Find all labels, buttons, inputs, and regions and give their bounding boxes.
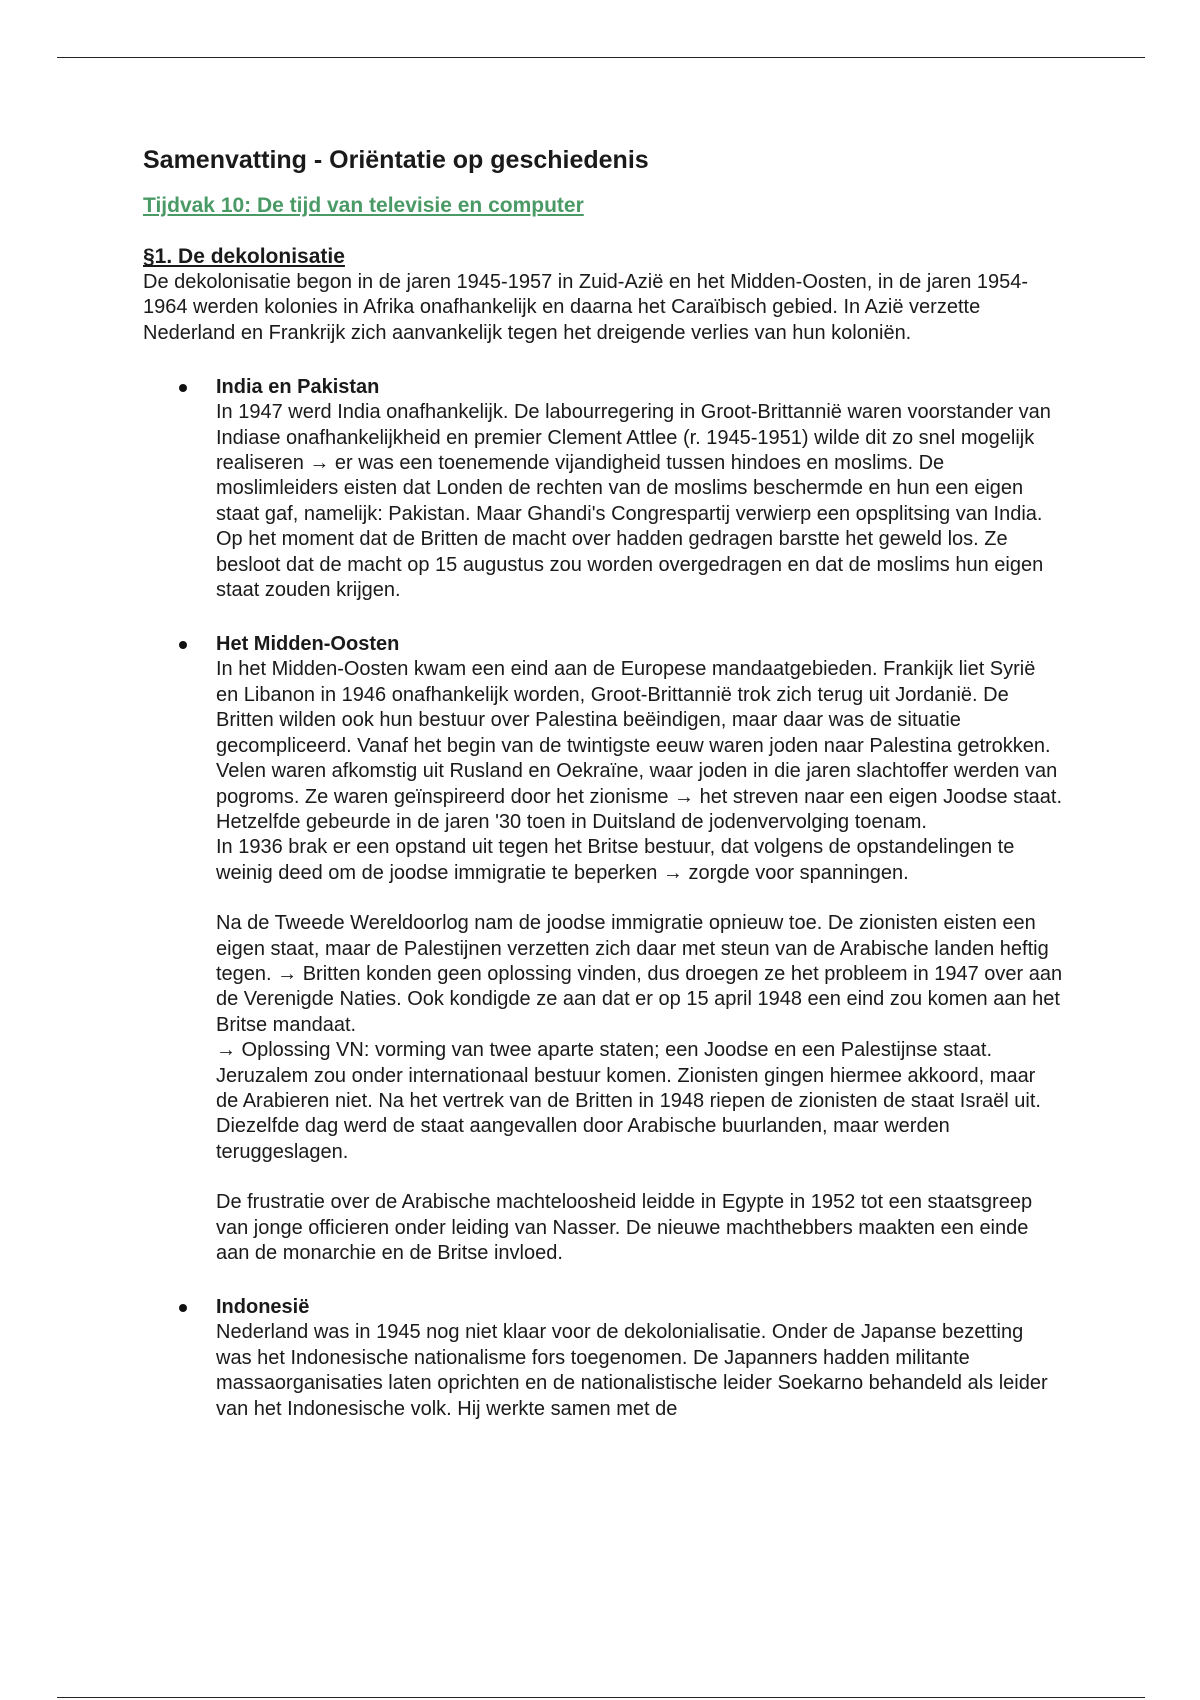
paragraph-gap [216,1165,1063,1190]
topic-paragraph: In 1936 brak er een opstand uit tegen het Britse bestuur, dat volgens de opstandelingen te weinig deed om de joodse immigratie te beperken → zorgde voor spanningen. [216,836,1015,884]
topic-indonesie [143,1294,1063,1422]
top-rule [57,57,1145,58]
topic-paragraph: In 1947 werd India onafhankelijk. De labourregering in Groot-Brittannië waren voorstander van Indiase onafhankelijkheid en premier Clement Attlee (r. 1945-1951) wilde dit zo snel mogelijk realiseren → er was een toenemende vijandigheid tussen hindoes en moslims. De moslimleiders eisten dat Londen de rechten van de moslims beschermde en hun een eigen staat gaf, namelijk: Pakistan. Maar Ghandi's Congrespartij verwierp een opsplitsing van India. Op het moment dat de Britten de macht over hadden gedragen barstte het geweld los. Ze besloot dat de macht op 15 augustus zou worden overgedragen en dat de moslims hun eigen staat zouden krijgen. [216,401,1051,602]
section-intro: De dekolonisatie begon in de jaren 1945-1957 in Zuid-Azië en het Midden-Oosten, in de jaren 1954-1964 werden kolonies in Afrika onafhankelijk en daarna het Caraïbisch gebied. In Azië verzette Nederland en Frankrijk zich aanvankelijk tegen het dreigende verlies van hun koloniën. [143,271,1029,344]
document-title: Samenvatting - Oriëntatie op geschiedenis [143,146,649,174]
topic-midden-oosten [143,631,1063,1266]
section-heading: §1. De dekolonisatie [143,245,345,268]
topic-title: India en Pakistan [216,376,380,399]
topic-paragraph: Nederland was in 1945 nog niet klaar voor de dekolonialisatie. Onder de Japanse bezetting was het Indonesische nationalisme fors toegenomen. De Japanners hadden militante massaorganisaties laten oprichten en de nationalistische leider Soekarno behandeld als leider van het Indonesische volk. Hij werkte samen met de [216,1321,1048,1420]
topic-paragraph: → Oplossing VN: vorming van twee aparte staten; een Joodse en een Palestijnse staat. Jeruzalem zou onder internationaal bestuur komen. Zionisten gingen hiermee akkoord, maar de Arabieren niet. Na het vertrek van de Britten in 1948 riepen de zionisten de staat Israël uit. Diezelfde dag werd de staat aangevallen door Arabische buurlanden, maar werden teruggeslagen. [216,1039,1041,1163]
topic-title: Indonesië [216,1296,310,1319]
bullet-icon [179,1304,187,1312]
bottom-rule [57,1697,1145,1698]
topic-title: Het Midden-Oosten [216,633,400,656]
topic-paragraph: Na de Tweede Wereldoorlog nam de joodse immigratie opnieuw toe. De zionisten eisten een eigen staat, maar de Palestijnen verzetten zich daar met steun van de Arabische landen heftig tegen. → Britten konden geen oplossing vinden, dus droegen ze het probleem in 1947 over aan de Verenigde Naties. Ook kondigde ze aan dat er op 15 april 1948 een eind zou komen aan het Britse mandaat. [216,912,1063,1036]
topic-india-pakistan [143,374,1063,603]
period-subtitle: Tijdvak 10: De tijd van televisie en computer [143,194,584,217]
topic-list [143,374,1063,1422]
bullet-icon [179,384,187,392]
paragraph-gap [216,886,1063,911]
bullet-icon [179,641,187,649]
topic-paragraph: De frustratie over de Arabische machteloosheid leidde in Egypte in 1952 tot een staatsgreep van jonge officieren onder leiding van Nasser. De nieuwe machthebbers maakten een einde aan de monarchie en de Britse invloed. [216,1191,1033,1264]
document-body [143,140,1063,1450]
topic-paragraph: In het Midden-Oosten kwam een eind aan de Europese mandaatgebieden. Frankijk liet Syrië en Libanon in 1946 onafhankelijk worden, Groot-Brittannië trok zich terug uit Jordanië. De Britten wilden ook hun bestuur over Palestina beëindigen, maar daar was de situatie gecompliceerd. Vanaf het begin van de twintigste eeuw waren joden naar Palestina getrokken. Velen waren afkomstig uit Rusland en Oekraïne, waar joden in die jaren slachtoffer werden van pogroms. Ze waren geïnspireerd door het zionisme → het streven naar een eigen Joodse staat. Hetzelfde gebeurde in de jaren '30 toen in Duitsland de jodenvervolging toenam. [216,658,1063,833]
